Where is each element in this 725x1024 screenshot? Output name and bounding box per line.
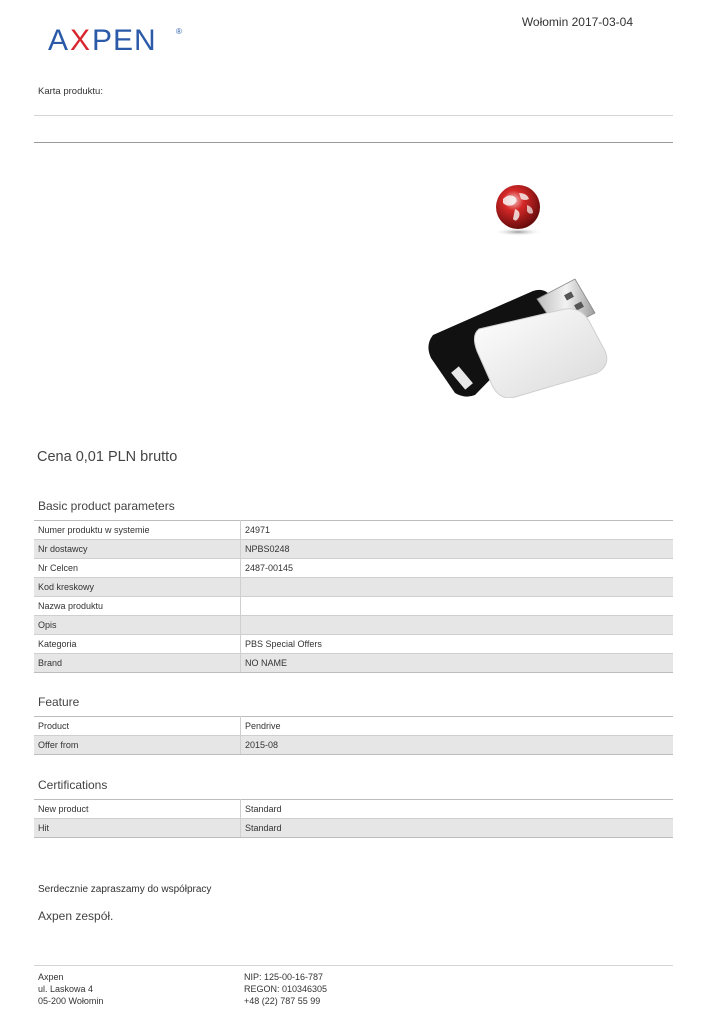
param-value	[241, 616, 674, 635]
feature-table	[34, 716, 673, 755]
globe-image	[489, 183, 547, 237]
param-value: Standard	[241, 800, 674, 819]
regon-number: REGON: 010346305	[244, 984, 328, 994]
table-row	[34, 521, 673, 540]
param-label: Numer produktu w systemie	[34, 521, 241, 540]
company-name: Axpen	[38, 972, 64, 982]
table-row	[34, 654, 673, 673]
divider	[34, 142, 673, 143]
param-label: Nr Celcen	[34, 559, 241, 578]
document-date: Wołomin 2017-03-04	[521, 15, 633, 29]
phone-number: +48 (22) 787 55 99	[244, 996, 321, 1006]
param-value: Pendrive	[241, 717, 674, 736]
team-signature: Axpen zespół.	[38, 909, 114, 923]
param-value: 2487-00145	[241, 559, 674, 578]
divider	[34, 115, 673, 116]
table-row	[34, 717, 673, 736]
table-row	[34, 597, 673, 616]
param-label: Nr dostawcy	[34, 540, 241, 559]
param-value: NO NAME	[241, 654, 674, 673]
axpen-logo-graphic	[48, 22, 188, 54]
param-value: PBS Special Offers	[241, 635, 674, 654]
footer-company-ids	[244, 971, 327, 1007]
param-value: 24971	[241, 521, 674, 540]
table-row	[34, 635, 673, 654]
svg-text:PEN: PEN	[92, 24, 157, 54]
param-label: Kategoria	[34, 635, 241, 654]
axpen-logo	[48, 22, 188, 54]
param-value: Standard	[241, 819, 674, 838]
table-row	[34, 559, 673, 578]
table-row	[34, 578, 673, 597]
footer-address	[38, 971, 103, 1007]
param-value: NPBS0248	[241, 540, 674, 559]
section-title-certifications: Certifications	[38, 778, 108, 792]
svg-text:A: A	[48, 24, 70, 54]
invitation-text: Serdecznie zapraszamy do współpracy	[38, 884, 212, 895]
param-label: Nazwa produktu	[34, 597, 241, 616]
certifications-table	[34, 799, 673, 838]
table-row	[34, 819, 673, 838]
card-label: Karta produktu:	[38, 86, 103, 97]
table-row	[34, 540, 673, 559]
svg-text:®: ®	[176, 27, 182, 36]
param-value: 2015-08	[241, 736, 674, 755]
postal-city: 05-200 Wołomin	[38, 996, 104, 1006]
product-price: Cena 0,01 PLN brutto	[37, 449, 178, 465]
param-label: Opis	[34, 616, 241, 635]
param-label: Offer from	[34, 736, 241, 755]
table-row	[34, 616, 673, 635]
basic-parameters-table	[34, 520, 673, 673]
svg-text:X: X	[70, 24, 91, 54]
param-label: Kod kreskowy	[34, 578, 241, 597]
table-row	[34, 800, 673, 819]
nip-number: NIP: 125-00-16-787	[244, 972, 324, 982]
param-value	[241, 597, 674, 616]
table-row	[34, 736, 673, 755]
section-title-feature: Feature	[38, 695, 80, 709]
usb-pendrive-image	[415, 263, 610, 398]
param-value	[241, 578, 674, 597]
section-title-basic-parameters: Basic product parameters	[38, 499, 175, 513]
footer-divider	[34, 965, 673, 966]
param-label: Brand	[34, 654, 241, 673]
param-label: Hit	[34, 819, 241, 838]
param-label: Product	[34, 717, 241, 736]
param-label: New product	[34, 800, 241, 819]
street-address: ul. Laskowa 4	[38, 984, 94, 994]
